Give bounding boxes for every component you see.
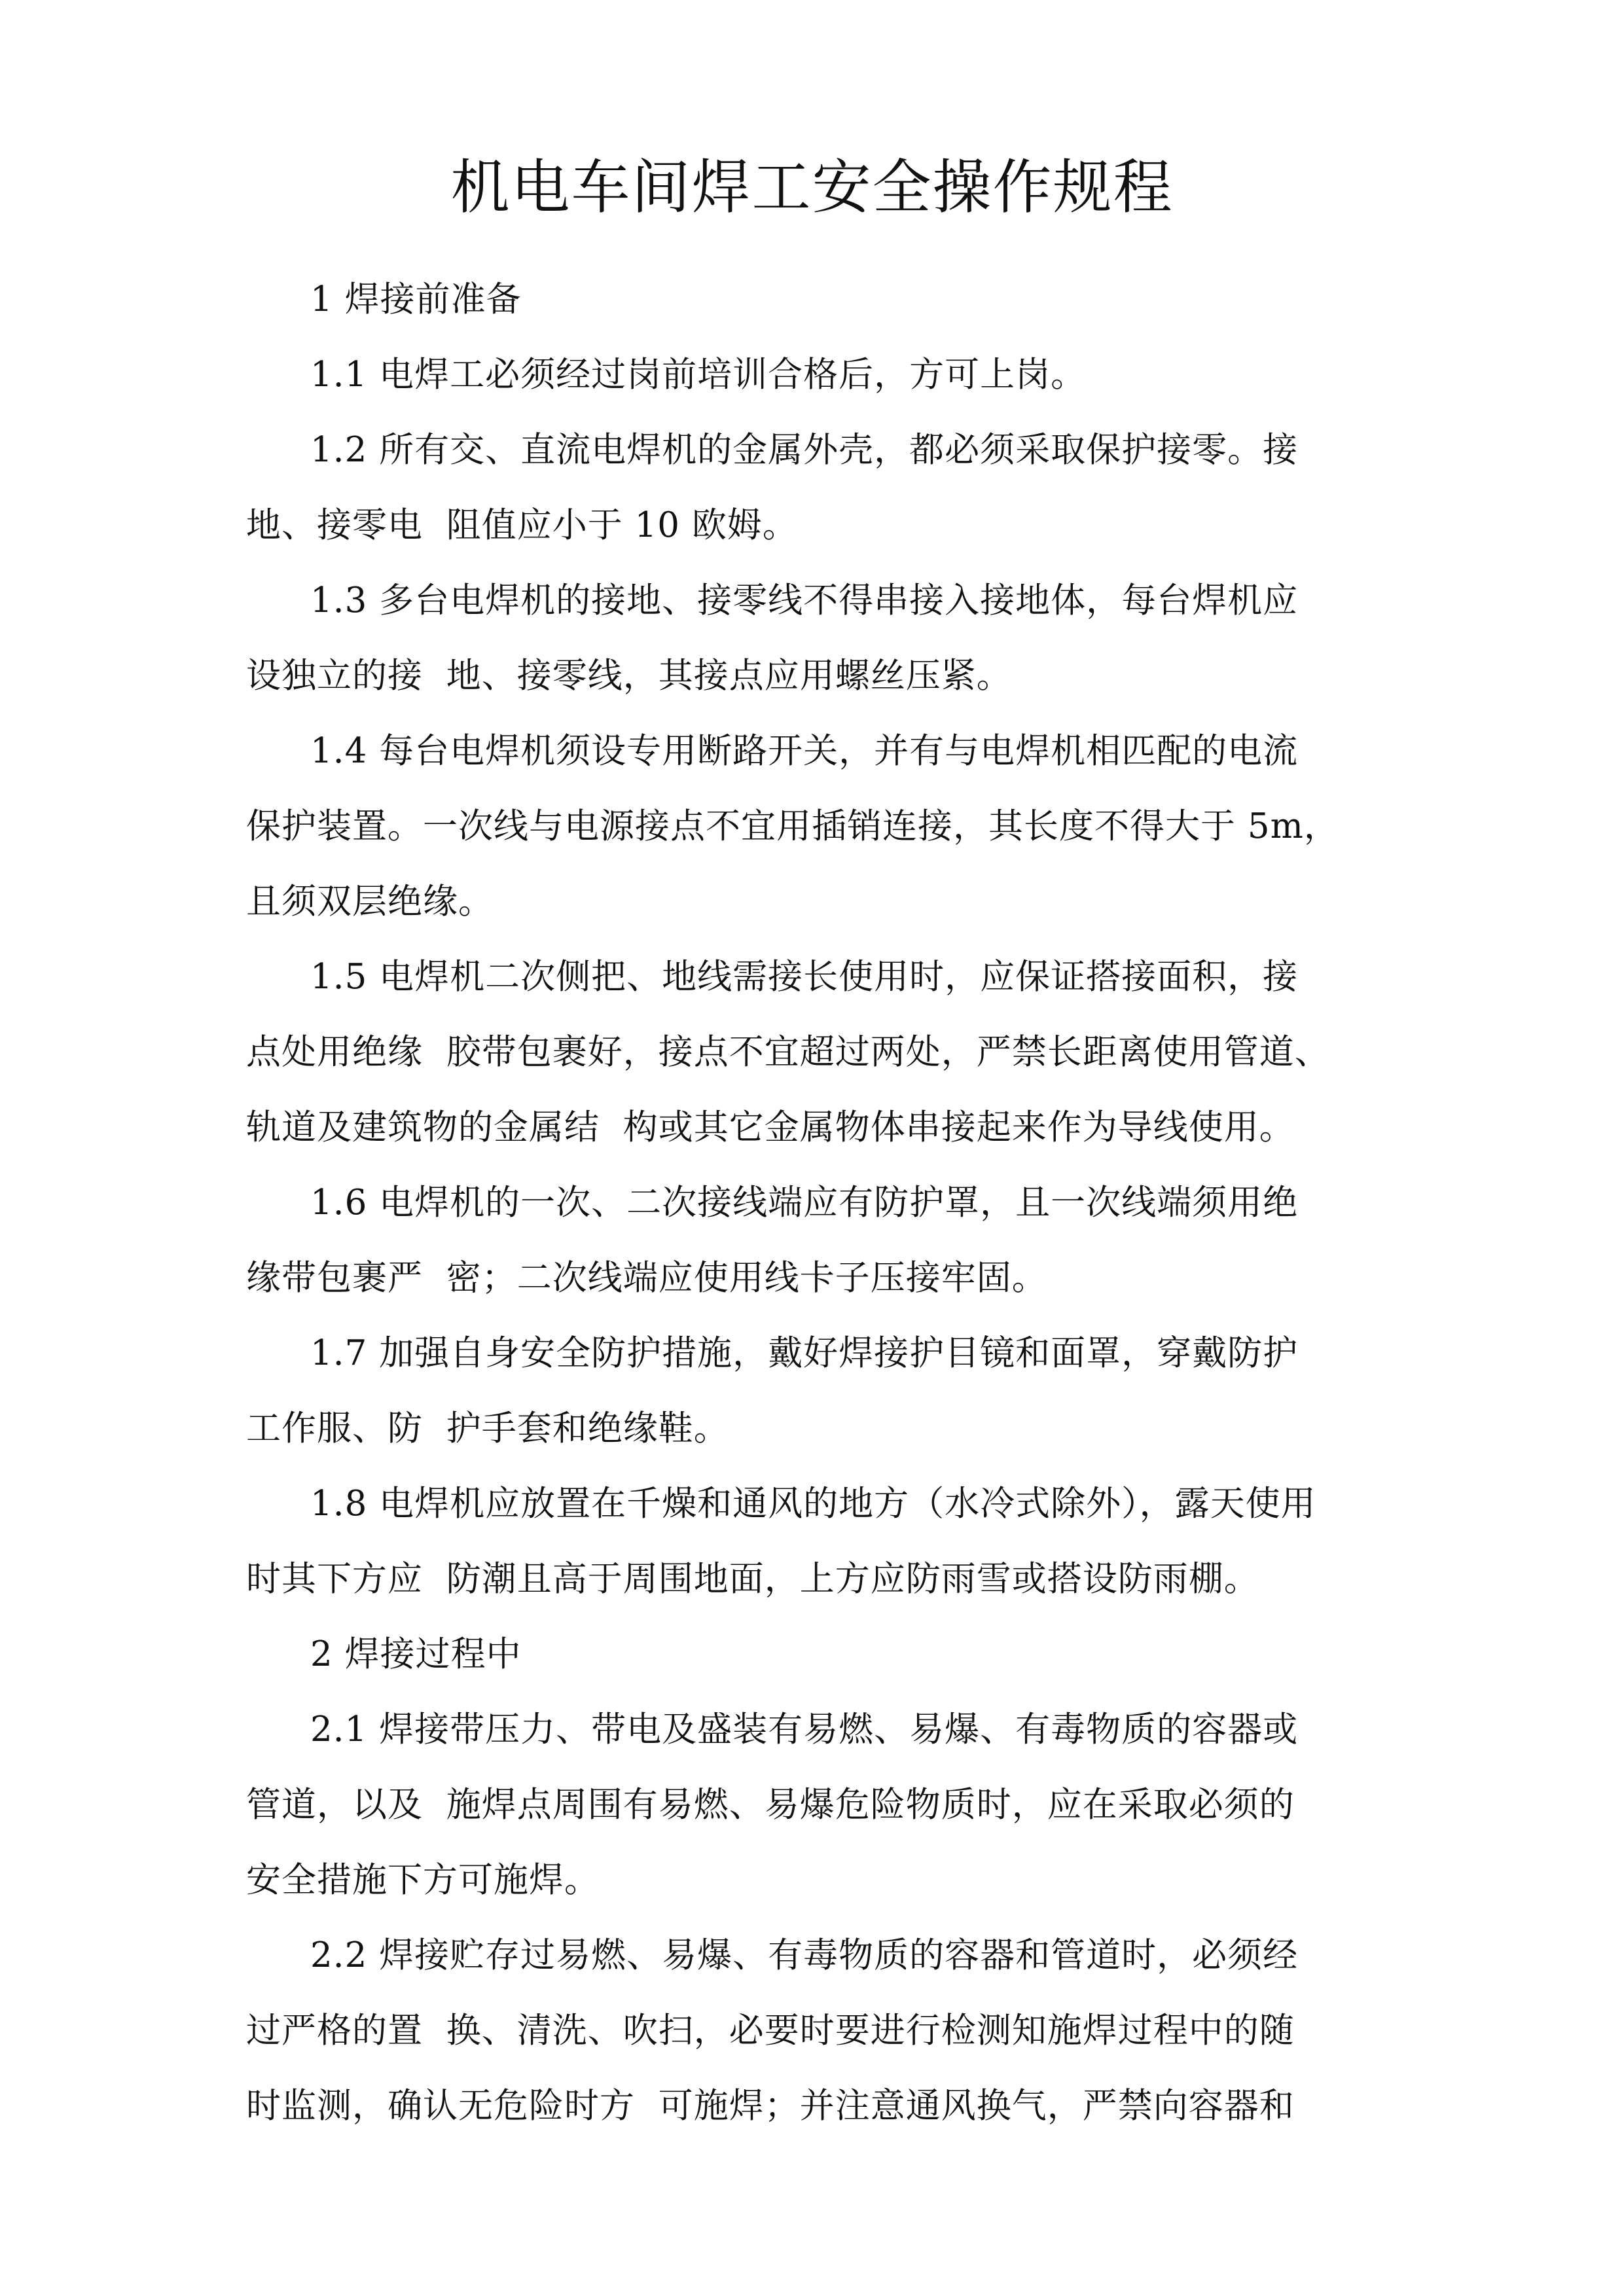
- text-line: 过严格的置 换、清洗、吹扫，必要时要进行检测知施焊过程中的随: [246, 2011, 1295, 2051]
- text-line: 轨道及建筑物的金属结 构或其它金属物体串接起来作为导线使用。: [246, 1107, 1295, 1147]
- text-line: 工作服、防 护手套和绝缘鞋。: [246, 1408, 729, 1448]
- text-line: 1 焊接前准备: [310, 279, 522, 319]
- text-line: 1.8 电焊机应放置在千燥和通风的地方（水冷式除外），露天使用: [310, 1484, 1316, 1524]
- text-line: 时监测，确认无危险时方 可施焊；并注意通风换气，严禁向容器和: [246, 2086, 1295, 2126]
- text-line: 1.6 电焊机的一次、二次接线端应有防护罩，且一次线端须用绝: [310, 1183, 1299, 1223]
- text-line: 2 焊接过程中: [310, 1634, 522, 1674]
- text-line: 1.1 电焊工必须经过岗前培训合格后，方可上岗。: [310, 355, 1087, 395]
- text-line: 2.2 焊接贮存过易燃、易爆、有毒物质的容器和管道时，必须经: [310, 1935, 1299, 1975]
- text-line: 1.7 加强自身安全防护措施，戴好焊接护目镜和面罩，穿戴防护: [310, 1333, 1299, 1373]
- text-line: 1.3 多台电焊机的接地、接零线不得串接入接地体，每台焊机应: [310, 581, 1299, 620]
- text-line: 时其下方应 防潮且高于周围地面，上方应防雨雪或搭设防雨棚。: [246, 1559, 1259, 1599]
- text-line: 安全措施下方可施焊。: [246, 1860, 600, 1900]
- text-line: 1.2 所有交、直流电焊机的金属外壳，都必须采取保护接零。接: [310, 430, 1299, 470]
- document-title: 机电车间焊工安全操作规程: [450, 153, 1174, 222]
- text-line: 设独立的接 地、接零线，其接点应用螺丝压紧。: [246, 656, 1012, 696]
- text-line: 缘带包裹严 密；二次线端应使用线卡子压接牢固。: [246, 1258, 1047, 1298]
- text-line: 且须双层绝缘。: [246, 882, 494, 922]
- text-line: 2.1 焊接带压力、带电及盛装有易燃、易爆、有毒物质的容器或: [310, 1710, 1299, 1749]
- document-body: [246, 262, 1398, 2144]
- text-line: 管道，以及 施焊点周围有易燃、易爆危险物质时，应在采取必须的: [246, 1785, 1295, 1825]
- text-line: 点处用绝缘 胶带包裹好，接点不宜超过两处，严禁长距离使用管道、: [246, 1032, 1330, 1072]
- text-line: 地、接零电 阻值应小于 10 欧姆。: [246, 505, 798, 545]
- text-line: 保护装置。一次线与电源接点不宜用插销连接，其长度不得大于 5m，: [246, 806, 1339, 846]
- text-line: 1.4 每台电焊机须设专用断路开关，并有与电焊机相匹配的电流: [310, 731, 1299, 771]
- text-line: 1.5 电焊机二次侧把、地线需接长使用时，应保证搭接面积，接: [310, 957, 1299, 997]
